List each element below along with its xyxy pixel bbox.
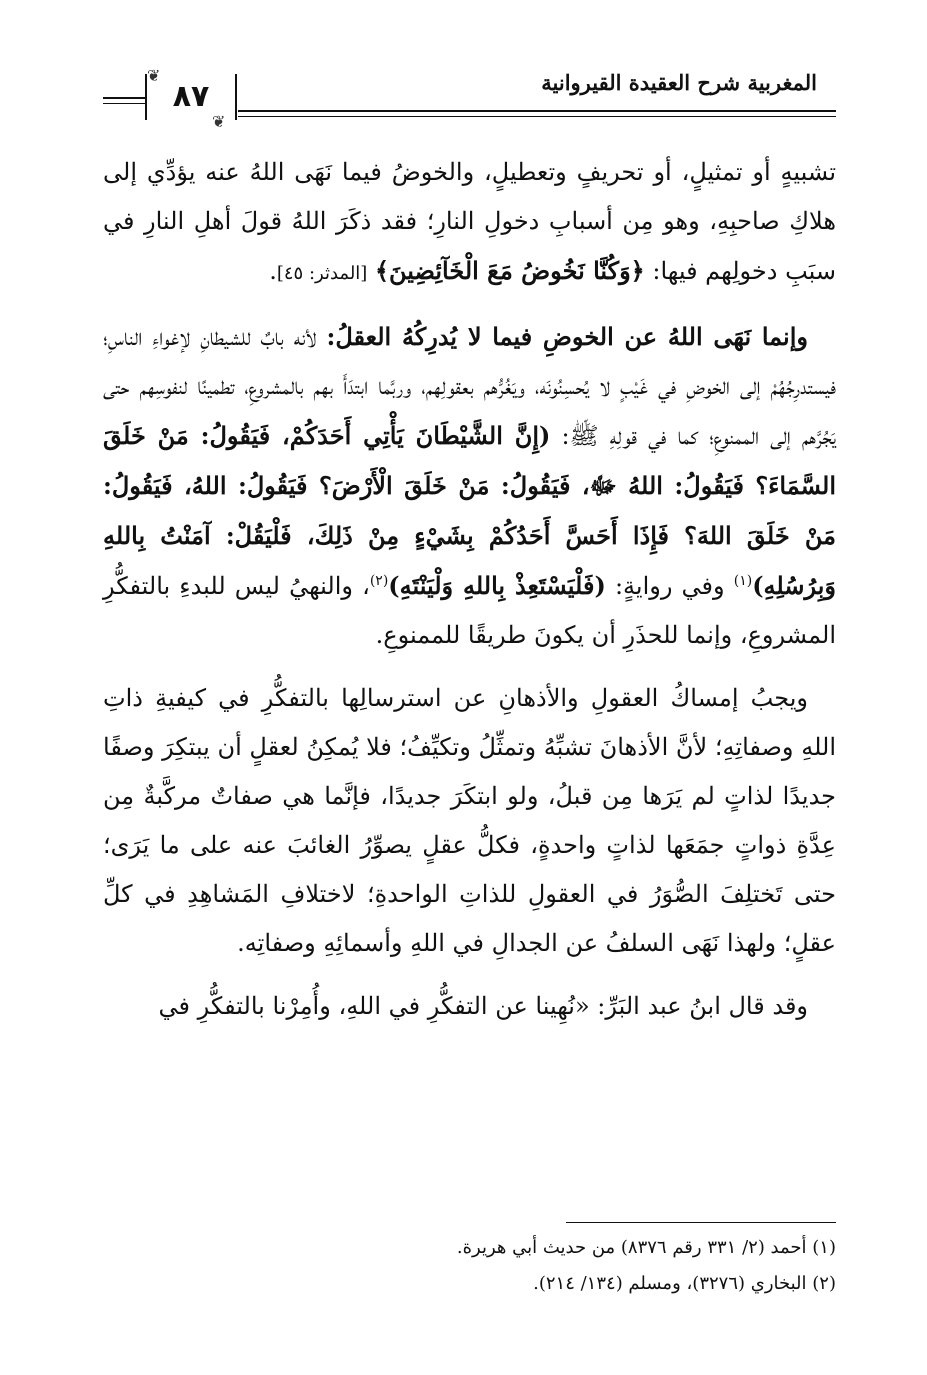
lead-heading: وإنما نَهَى اللهُ عن الخوضِ فيما لا يُدرِكُهُ العقلُ: bbox=[326, 322, 808, 351]
hadith-text: (إِنَّ الشَّيْطَانَ يَأْتِي أَحَدَكُمْ، فَيَقُولُ: مَنْ خَلَقَ السَّمَاءَ؟ فَيَقُولُ: اللهُ ﷻ، فَيَقُولُ: مَنْ خَلَقَ الْأَرْضَ؟ فَيَقُولُ: اللهُ، فَيَقُولُ: مَنْ خَلَقَ اللهَ؟ فَإِذَا أَحَسَّ أَحَدُكُمْ بِشَيْءٍ مِنْ ذَلِكَ، فَلْيَقُلْ: آمَنْتُ بِاللهِ وَبِرُسُلِهِ) bbox=[103, 421, 836, 600]
footnote-rule bbox=[566, 1222, 836, 1223]
header-rule-bottom bbox=[238, 116, 836, 117]
paragraph-1 bbox=[103, 148, 836, 298]
body-text bbox=[103, 148, 836, 1031]
footnote: (١) أحمد (٢/ ٣٣١ رقم ٨٣٧٦) من حديث أبي هريرة. bbox=[456, 1237, 836, 1258]
line-text: النارِ في سبَبِ دخولِهم فيها: bbox=[103, 207, 836, 285]
page-header bbox=[0, 0, 927, 140]
paragraph-text: وفي روايةٍ: bbox=[614, 572, 725, 600]
line-text: تشبيهٍ أو تمثيلٍ، أو تحريفٍ وتعطيلٍ، والخوضُ فيما نَهَى اللهُ عنه يؤدِّي bbox=[146, 158, 836, 186]
paragraph-2 bbox=[103, 312, 836, 660]
footnote: (٢) البخاري (٣٢٧٦)، ومسلم (١٣٤/ ٢١٤). bbox=[533, 1273, 836, 1294]
header-rule-top bbox=[238, 110, 836, 112]
ornament-icon: ❦ bbox=[147, 66, 161, 85]
paragraph-4: وقد قال ابنُ عبد البَرِّ: «نُهِينا عن التفكُّرِ في اللهِ، وأُمِرْنا بالتفكُّرِ في bbox=[158, 992, 808, 1020]
running-title: المغربية شرح العقيدة القيروانية bbox=[541, 70, 817, 95]
page-number: ٨٧ bbox=[172, 79, 210, 114]
header-rule-left-top bbox=[103, 97, 145, 99]
ornament-icon: ❦ bbox=[212, 112, 226, 131]
paragraph-3: ويجبُ إمساكُ العقولِ والأذهانِ عن استرسالِها بالتفكُّرِ في كيفيةِ ذاتِ اللهِ وصفاتِهِ؛ لأنَّ الأذهانَ تشبِّهُ وتمثِّلُ وتكيِّفُ؛ فلا يُمكِنُ لعقلٍ أن يبتكِرَ وصفًا جديدًا لذاتٍ لم يَرَها مِن قبلُ، ولو ابتكَرَ جديدًا، فإنَّما هي صفاتٌ مركَّبةٌ مِن عِدَّةِ ذواتٍ جمَعَها لذاتٍ واحدةٍ، فكلُّ عقلٍ يصوِّرُ الغائبَ عنه على ما يَرَى؛ حتى تَختلِفَ الصُّوَرُ في العقولِ للذاتِ الواحدةِ؛ لاختلافِ المَشاهِدِ في كلِّ عقلٍ؛ ولهذا نَهَى السلفُ عن الجدالِ في اللهِ وأسمائِهِ وصفاتِه. bbox=[103, 684, 836, 957]
verse-reference: [المدثر: ٤٥] bbox=[276, 263, 368, 284]
footnotes bbox=[300, 1230, 836, 1302]
quran-verse: ﴿وَكُنَّا نَخُوضُ مَعَ الْخَآئِضِينَ﴾ bbox=[374, 256, 645, 285]
hadith-text: (فَلْيَسْتَعِذْ بِاللهِ وَلْيَنْتَهِ) bbox=[388, 571, 606, 600]
sentence-end: . bbox=[269, 257, 277, 285]
header-rule-left-bottom bbox=[103, 103, 145, 104]
paragraph-text: ، والنهيُ ليس للبدءِ بالتفكُّرِ المشروعِ، وإنما للحذَرِ أن يكونَ طريقًا للممنوعِ. bbox=[103, 572, 836, 649]
footnote-marker: (١) bbox=[733, 573, 753, 589]
footnote-marker: (٢) bbox=[369, 573, 389, 589]
line-text: إلى هلاكِ صاحبِهِ، وهو مِن أسبابِ دخولِ النارِ؛ فقد ذكَرَ اللهُ قولَ أهلِ bbox=[103, 158, 836, 235]
paragraph-text: لأنه بابٌ للشيطانِ لإغواءِ الناسِ؛ فيستدرِجُهُمْ إلى الخوضِ في غَيْبٍ لا يُحسِنُونَه، ويَغُرُّهم بعقولِهم، وربَّما ابتدَأَ بهم بالمشروعِ، تطمينًا لنفوسِهم حتى يَجُرَّهم إلى الممنوعِ؛ كما في قولِهِ ﷺ: bbox=[103, 323, 836, 450]
